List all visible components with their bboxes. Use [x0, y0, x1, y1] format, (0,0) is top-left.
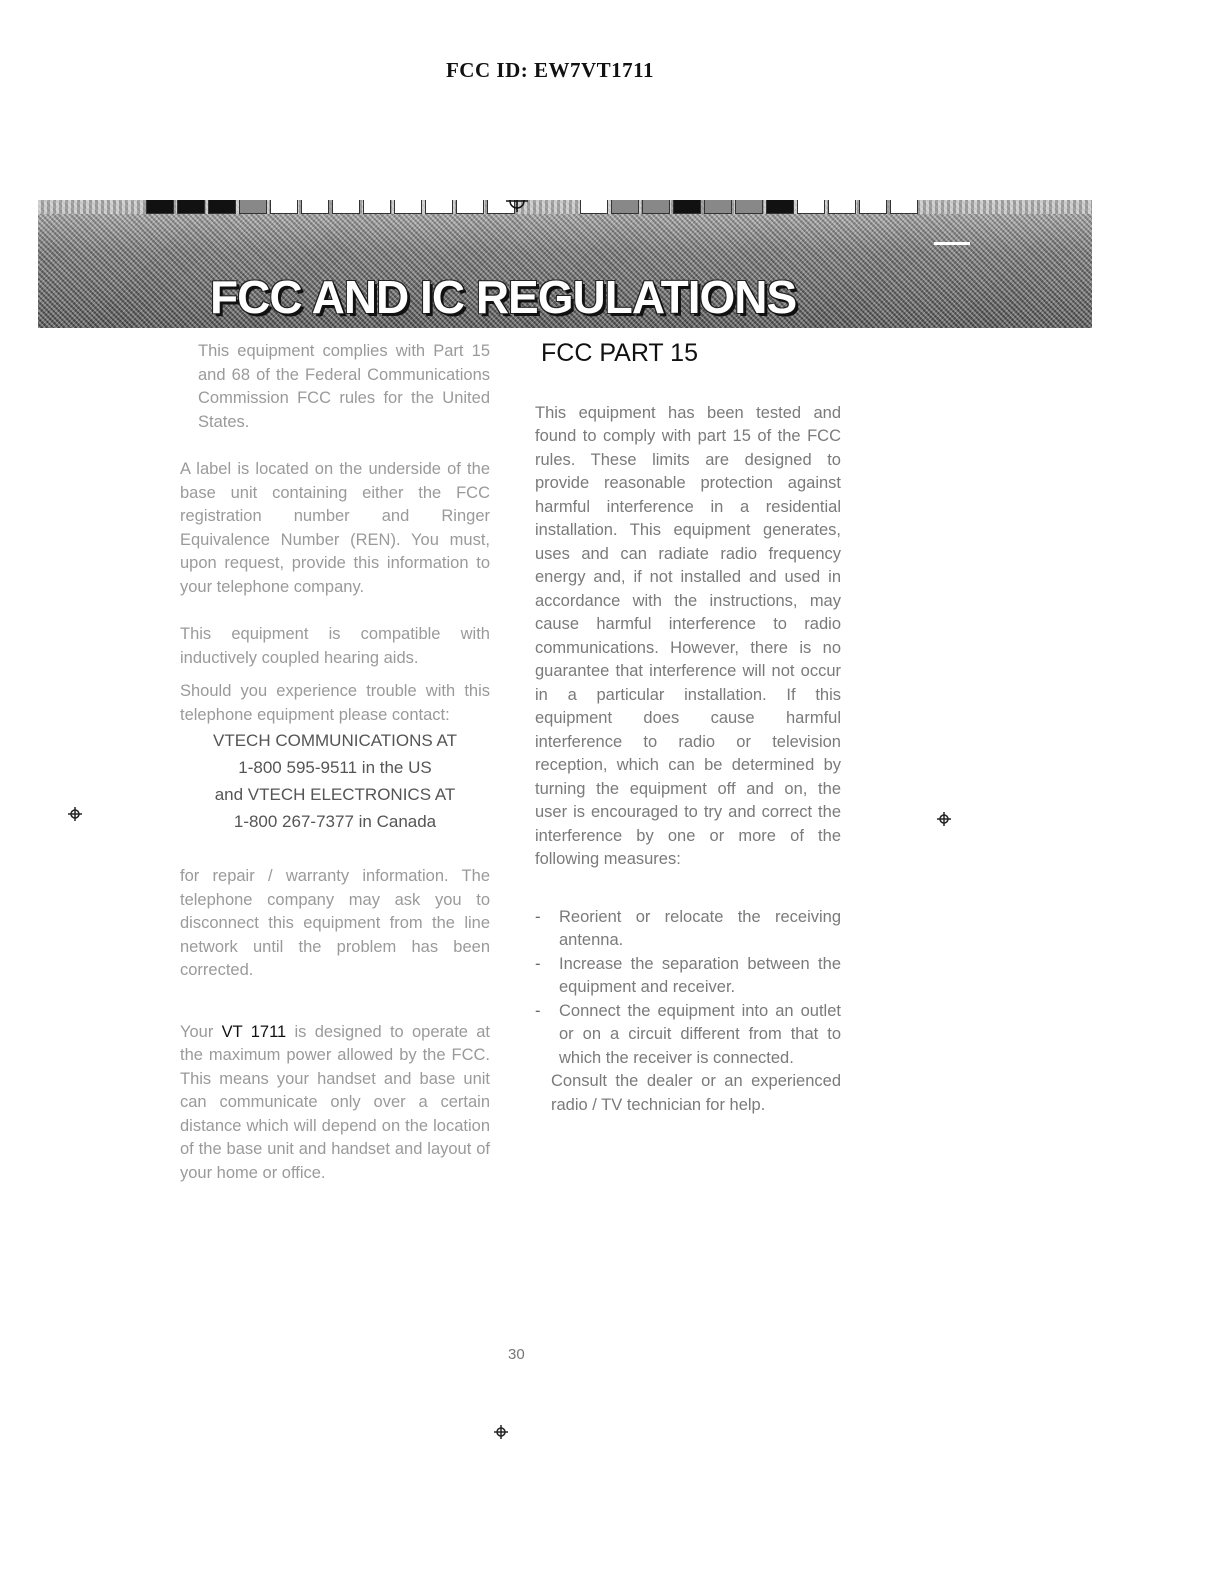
- range-text: is designed to operate at the maximum power allowed by the FCC. This means your handset and base unit can communicate only over a certain distance which will depend on the location of the base unit and handset and layout of your home or office.: [180, 1022, 491, 1182]
- banner-blocks-right: [580, 200, 921, 214]
- range-paragraph: [180, 1021, 490, 1186]
- banner-dash: [934, 242, 970, 245]
- page-number: 30: [508, 1346, 525, 1363]
- registration-mark-icon: [506, 200, 528, 212]
- contact-line: 1-800 267-7377 in Canada: [233, 812, 437, 831]
- contact-block: [180, 727, 490, 835]
- registration-mark-icon: [937, 812, 951, 826]
- contact-line: VTECH COMMUNICATIONS AT: [213, 731, 457, 750]
- section-heading: FCC PART 15: [541, 339, 698, 367]
- label-info-paragraph: A label is located on the underside of the base unit containing either the FCC registration number and Ringer Equivalence Number (REN). You must, upon request, provide this information to your telephone company.: [180, 460, 490, 596]
- trouble-paragraph: Should you experience trouble with this telephone equipment please contact:: [180, 682, 490, 724]
- contact-line: 1-800 595-9511 in the US: [238, 758, 432, 777]
- measure-item: - Connect the equipment into an outlet or on a circuit different from that to which the receiver is connected.: [535, 1000, 841, 1071]
- registration-mark-icon: [68, 807, 82, 821]
- measure-item: - Increase the separation between the equipment and receiver.: [535, 953, 841, 1000]
- hearing-aid-paragraph: This equipment is compatible with inductively coupled hearing aids.: [180, 625, 490, 667]
- contact-line: and VTECH ELECTRONICS AT: [214, 785, 456, 804]
- measure-item: Consult the dealer or an experienced radio / TV technician for help.: [551, 1072, 841, 1114]
- fcc-id-header: FCC ID: EW7VT1711: [445, 58, 654, 82]
- right-column: [535, 340, 841, 1117]
- range-prefix: Your: [180, 1022, 214, 1041]
- measure-item: - Reorient or relocate the receiving antenna.: [535, 906, 841, 953]
- page-title: FCC AND IC REGULATIONS: [210, 271, 797, 323]
- model-number: VT 1711: [221, 1022, 287, 1041]
- intro-paragraph: This equipment complies with Part 15 and 68 of the Federal Communications Commission FCC rules for the United States.: [198, 342, 490, 431]
- left-column: [180, 340, 490, 1185]
- measures-list: [535, 906, 841, 1118]
- banner-blocks-left: [146, 200, 518, 214]
- registration-mark-icon: [494, 1425, 508, 1439]
- fcc-part15-paragraph: This equipment has been tested and found to comply with part 15 of the FCC rules. These limits are designed to provide reasonable protection against harmful interference in a residential installation. This equipment generates, uses and can radiate radio frequency energy and, if not installed and used in accordance with the instructions, may cause harmful interference to radio communications. However, there is no guarantee that interference will not occur in a particular installation. If this equipment does cause harmful interference to radio or television reception, which can be determined by turning the equipment off and on, the user is encouraged to try and correct the interference by one or more of the following measures:: [535, 403, 841, 868]
- repair-paragraph: for repair / warranty information. The telephone company may ask you to disconnect this equipment from the line network until the problem has been corrected.: [180, 867, 490, 979]
- section-banner: [38, 200, 1092, 328]
